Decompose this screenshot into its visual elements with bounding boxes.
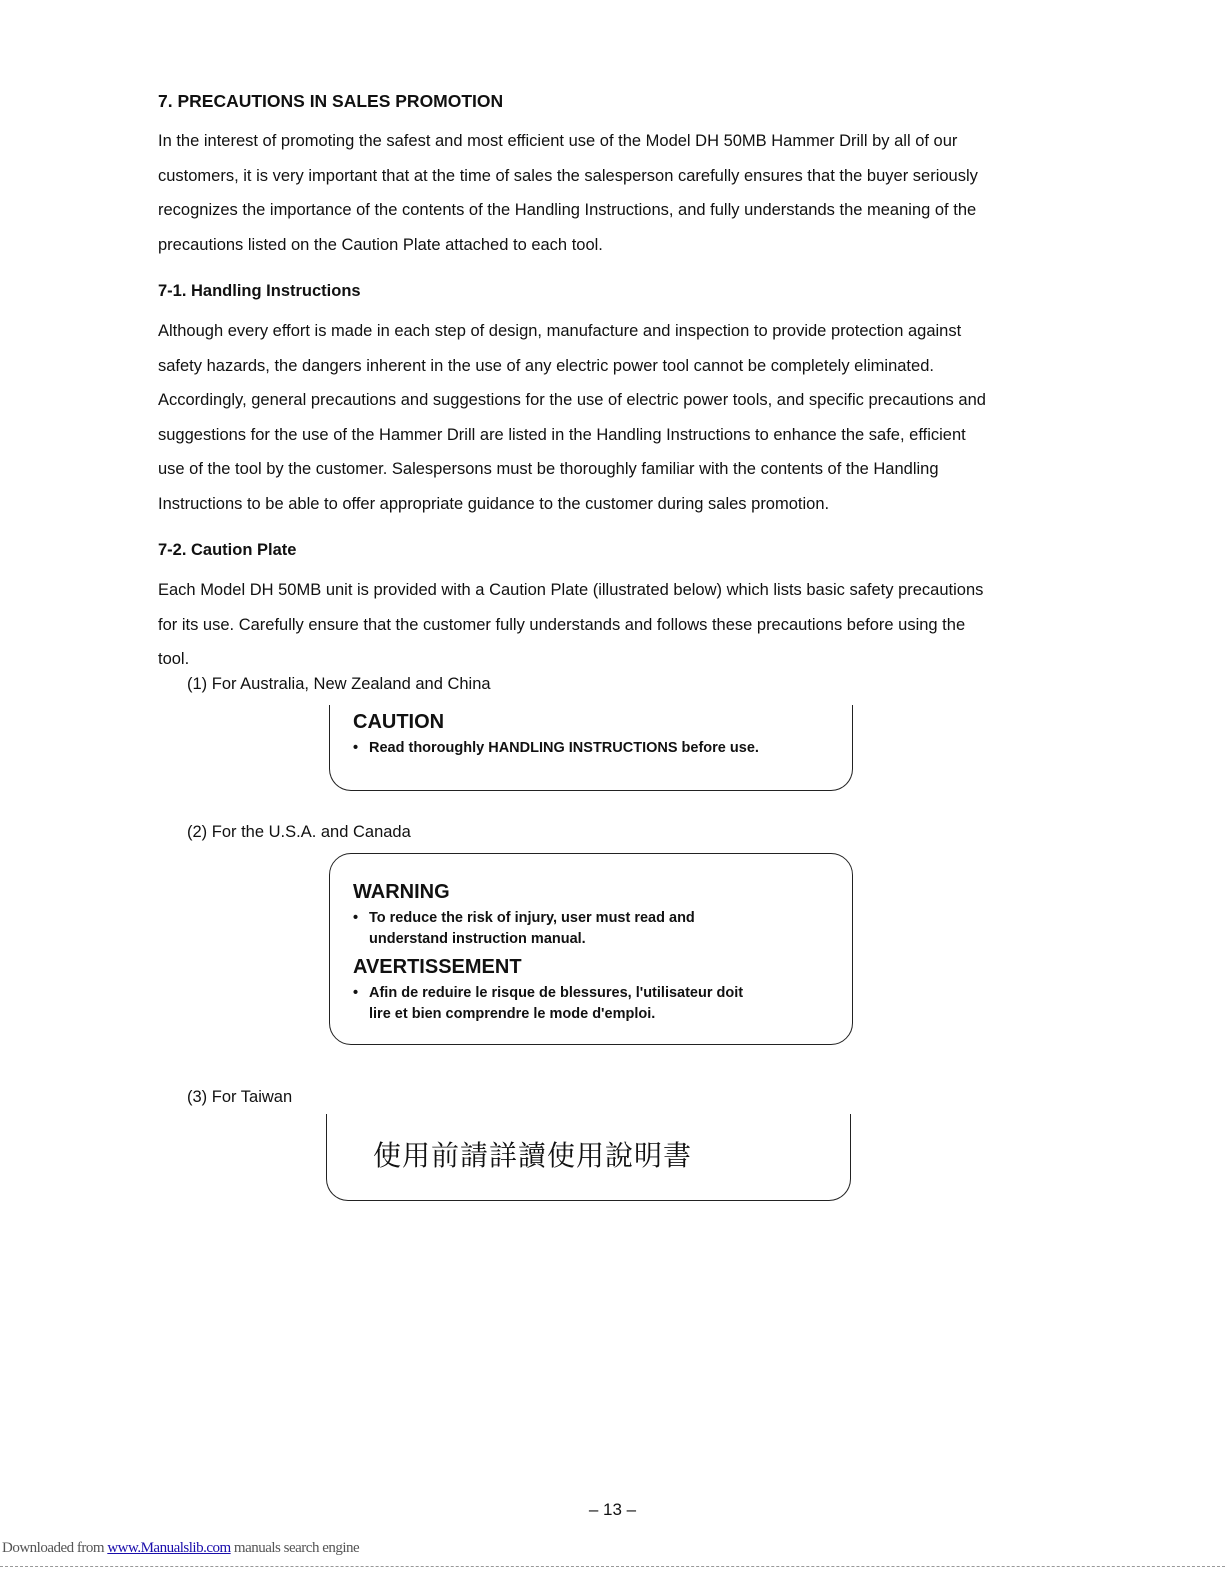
text-line: tool. — [158, 650, 190, 668]
bullet-icon: • — [353, 740, 359, 756]
avertissement-bullet — [353, 983, 743, 1025]
page-content — [158, 90, 1098, 677]
bullet-icon: • — [353, 910, 359, 926]
text-line: In the interest of promoting the safest and most efficient use of the Model DH 50MB Hammer Drill by all of our — [158, 132, 958, 150]
page-number: – 13 – — [588, 1500, 637, 1519]
caution-plate — [329, 705, 853, 791]
warning-heading: WARNING — [353, 881, 450, 903]
text-line: Accordingly, general precautions and suggestions for the use of electric power tools, and specific precautions and — [158, 391, 986, 409]
bullet-icon: • — [353, 985, 359, 1001]
text-line: safety hazards, the dangers inherent in the use of any electric power tool cannot be completely eliminated. — [158, 356, 934, 375]
download-footer — [2, 1540, 359, 1557]
region-label-australia: (1) For Australia, New Zealand and China — [187, 675, 491, 693]
bullet-text: Read thoroughly HANDLING INSTRUCTIONS before use. — [369, 740, 759, 756]
manualslib-link[interactable]: www.Manualslib.com — [107, 1540, 231, 1556]
region-label-usa-canada: (2) For the U.S.A. and Canada — [187, 823, 411, 841]
text-line: suggestions for the use of the Hammer Drill are listed in the Handling Instructions to enhance the safe, efficient — [158, 425, 966, 444]
warning-bullet — [353, 908, 695, 950]
text-line: Instructions to be able to offer appropriate guidance to the customer during sales promotion. — [158, 494, 830, 513]
text-line: Each Model DH 50MB unit is provided with a Caution Plate (illustrated below) which lists basic safety precautions — [158, 581, 984, 599]
text-line: recognizes the importance of the contents of the Handling Instructions, and fully understands the meaning of the — [158, 201, 977, 219]
intro-paragraph — [158, 124, 1098, 262]
footer-divider — [0, 1566, 1225, 1567]
taiwan-plate — [326, 1114, 851, 1201]
handling-paragraph — [158, 314, 1098, 521]
footer-prefix: Downloaded from — [2, 1540, 105, 1556]
bullet-text: To reduce the risk of injury, user must read and — [369, 910, 695, 926]
warning-plate — [329, 853, 853, 1045]
taiwan-caution-text: 使用前請詳讀使用說明書 — [373, 1139, 693, 1172]
handling-instructions-title: 7-1. Handling Instructions — [158, 282, 361, 300]
avertissement-heading: AVERTISSEMENT — [353, 956, 522, 978]
bullet-text-continued: understand instruction manual. — [369, 931, 586, 947]
caution-heading: CAUTION — [353, 711, 445, 733]
section-title: 7. PRECAUTIONS IN SALES PROMOTION — [158, 91, 504, 111]
text-line: precautions listed on the Caution Plate attached to each tool. — [158, 235, 603, 254]
caution-plate-title: 7-2. Caution Plate — [158, 541, 297, 559]
caution-plate-paragraph — [158, 573, 1098, 677]
caution-bullet — [353, 738, 759, 759]
text-line: customers, it is very important that at the time of sales the salesperson carefully ensures that the buyer seriously — [158, 166, 978, 185]
text-line: for its use. Carefully ensure that the customer fully understands and follows these precautions before using the — [158, 615, 966, 634]
bullet-text: Afin de reduire le risque de blessures, l'utilisateur doit — [369, 985, 744, 1001]
text-line: use of the tool by the customer. Salespersons must be thoroughly familiar with the contents of the Handling — [158, 460, 939, 478]
region-label-taiwan: (3) For Taiwan — [187, 1088, 293, 1106]
footer-suffix: manuals search engine — [233, 1540, 360, 1556]
bullet-text-continued: lire et bien comprendre le mode d'emploi. — [369, 1006, 656, 1022]
text-line: Although every effort is made in each step of design, manufacture and inspection to provide protection against — [158, 322, 962, 340]
